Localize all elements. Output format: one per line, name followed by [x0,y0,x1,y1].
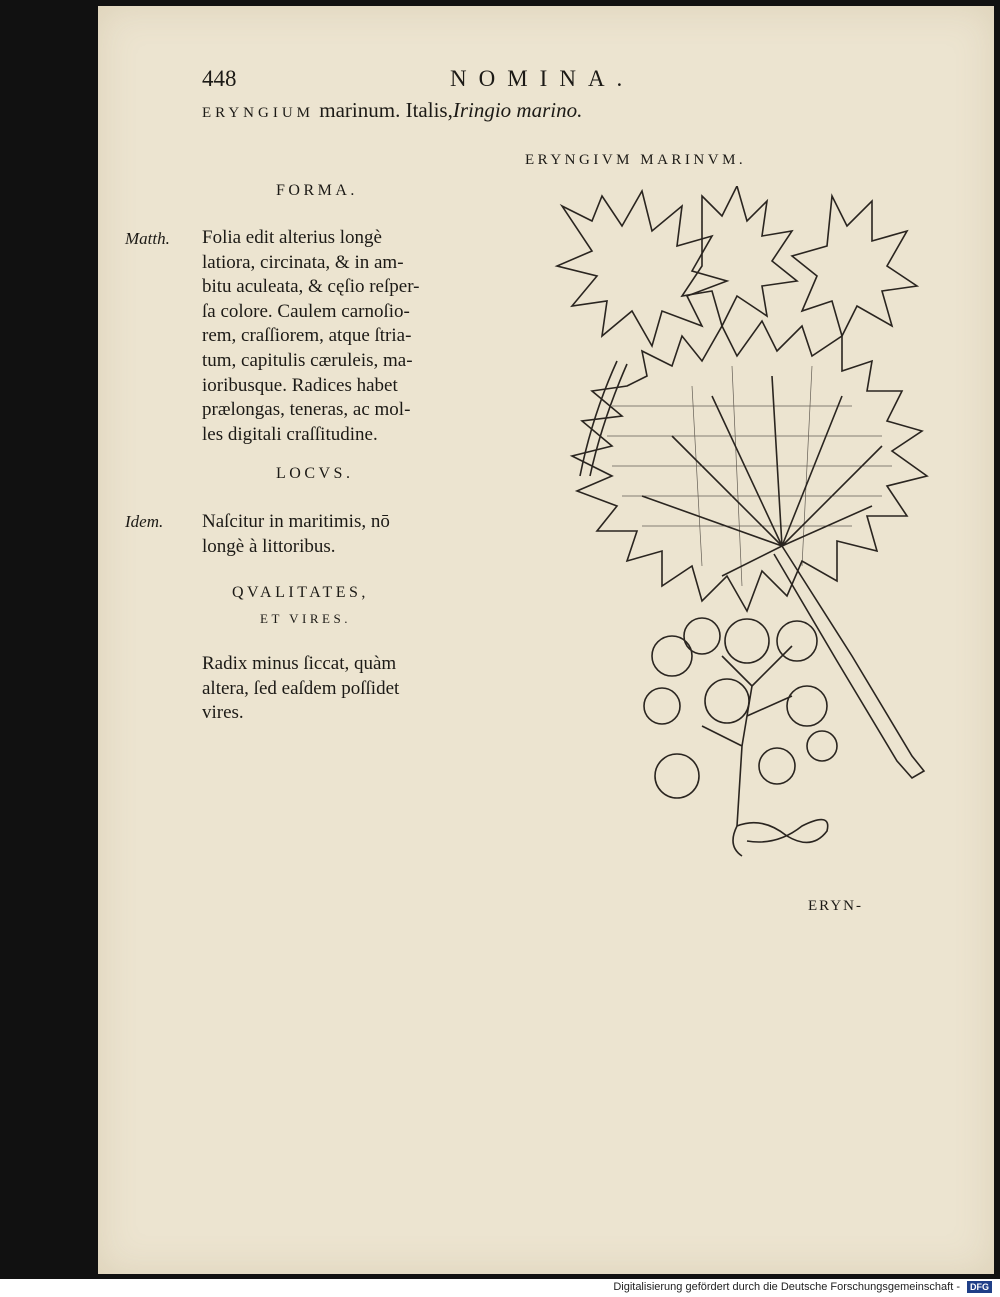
title-name-smallcaps: ERYNGIUM [202,105,315,121]
footer-bar [0,1279,1000,1297]
text-line: Folia edit alterius longè [202,227,382,248]
dfg-logo: DFG [967,1281,992,1293]
text-line: longè à littoribus. [202,535,336,557]
text-line: vires. [202,702,244,724]
entry-title [202,98,582,123]
stem [774,546,924,778]
top-leaf-right [792,196,917,336]
margin-note-matth: Matth. [125,229,170,248]
section-heading-locus: LOCVS. [276,465,354,482]
root-knot [733,820,828,856]
text-line: rem, craſſiorem, atque ſtria- [202,325,412,347]
text-line: altera, ſed eaſdem poſſidet [202,677,400,699]
running-head: NOMINA. [450,66,635,91]
figure-caption: ERYNGIVM MARINVM. [525,152,747,168]
text-line: tum, capitulis cæruleis, ma- [202,349,413,371]
text-line: ſa colore. Caulem carnoſio- [202,300,410,322]
title-italian-name: Iringio marino. [452,98,583,122]
page-number: 448 [202,66,237,91]
margin-note-idem: Idem. [125,512,164,531]
title-name-rest: marinum. Italis, [314,98,453,122]
section-heading-forma: FORMA. [276,182,358,199]
flowering-stalk [702,646,792,826]
paragraph-qualitates [202,652,399,726]
text-line: les digitali craſſitudine. [202,423,378,445]
section-heading-vires: ET VIRES. [260,611,351,626]
text-line: Naſcitur in maritimis, nō [202,511,390,532]
paragraph-locus [202,510,390,559]
eryngium-woodcut-illustration [552,186,972,866]
text-line: latiora, circinata, & in am- [202,251,404,273]
top-leaf-middle [682,186,797,326]
catchword: ERYN- [808,898,863,914]
text-line: Radix minus ſiccat, quàm [202,653,397,674]
text-line: bitu aculeata, & cęſio reſper- [202,276,420,298]
text-line: ioribusque. Radices habet [202,374,398,396]
section-heading-qualitates: QVALITATES, [232,584,369,601]
text-line: prælongas, teneras, ac mol- [202,399,411,421]
paragraph-forma [202,226,419,447]
footer-credit: Digitalisierung gefördert durch die Deutsche Forschungsgemeinschaft - [613,1281,960,1293]
